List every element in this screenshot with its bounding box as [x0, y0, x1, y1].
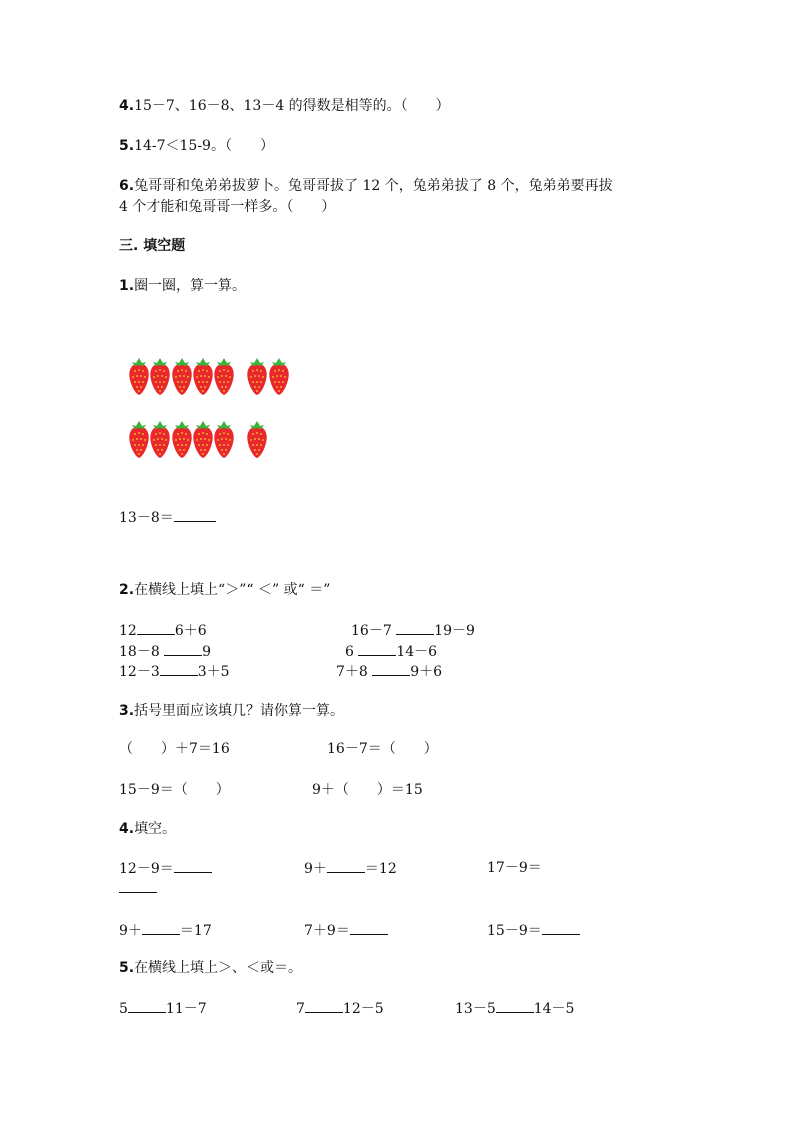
expr: 9 — [202, 644, 212, 660]
answer-blank[interactable] — [372, 661, 410, 676]
section-title: 三. 填空题 — [119, 238, 186, 254]
answer-blank[interactable] — [496, 998, 534, 1013]
strawberry-icon[interactable] — [213, 356, 235, 396]
expr: 3＋5 — [197, 664, 230, 680]
expr: 7＋9＝ — [304, 923, 350, 939]
q-number: 4. — [119, 821, 135, 837]
equation-text: 13－8＝ — [119, 510, 174, 526]
strawberry-icon[interactable] — [171, 419, 193, 459]
expr: 12 — [119, 623, 137, 639]
expr: 12－9＝ — [119, 861, 174, 877]
fill4-prompt — [119, 819, 176, 839]
fill5-c — [455, 998, 574, 1019]
q-number: 2. — [119, 582, 135, 598]
fill3-r2b: 9＋（ ）＝15 — [312, 782, 423, 798]
q-number: 1. — [119, 278, 135, 294]
strawberry-icon[interactable] — [171, 356, 193, 396]
fill1-prompt — [119, 276, 246, 296]
expr: 12－3 — [119, 664, 160, 680]
fill3-r1a: （ ）＋7＝16 — [119, 741, 230, 757]
expr: 13－5 — [455, 1001, 496, 1017]
answer-blank[interactable] — [119, 878, 157, 893]
judge-q4 — [119, 96, 450, 116]
judge-q6-line1 — [119, 176, 613, 196]
fill5-a — [119, 998, 207, 1019]
fill4-a2 — [119, 920, 212, 941]
fill2-row1-right — [351, 620, 475, 641]
strawberry-icon[interactable] — [192, 356, 214, 396]
expr: ＝17 — [179, 923, 212, 939]
q-number: 4. — [119, 98, 135, 114]
fill3-prompt — [119, 701, 344, 721]
fill2-row1-left — [119, 620, 207, 641]
fill3-r1b: 16－7＝（ ） — [327, 741, 438, 757]
judge-q6-line2: 4 个才能和兔哥哥一样多。（ ） — [119, 199, 336, 215]
q-number: 5. — [119, 960, 135, 976]
expr: 14－5 — [533, 1001, 575, 1017]
strawberry-icon[interactable] — [246, 419, 268, 459]
fill2-prompt — [119, 580, 330, 600]
q-text: 15－7、16－8、13－4 的得数是相等的。（ ） — [134, 98, 450, 114]
expr: 7＋8 — [336, 664, 373, 680]
fill4-c1: 17－9＝ — [487, 860, 542, 876]
judge-q5 — [119, 136, 274, 156]
strawberry-icon[interactable] — [128, 356, 150, 396]
answer-blank[interactable] — [174, 858, 212, 873]
answer-blank[interactable] — [358, 641, 396, 656]
answer-blank[interactable] — [542, 920, 580, 935]
q-text: 兔哥哥和兔弟弟拔萝卜。兔哥哥拔了 12 个，兔弟弟拔了 8 个，兔弟弟要再拔 — [134, 178, 613, 194]
fill4-b1 — [304, 858, 397, 879]
answer-blank[interactable] — [128, 998, 166, 1013]
strawberry-icon[interactable] — [149, 419, 171, 459]
expr: 14－6 — [396, 644, 438, 660]
q-number: 3. — [119, 703, 135, 719]
fill3-r2a: 15－9＝（ ） — [119, 782, 230, 798]
expr: 6＋6 — [174, 623, 207, 639]
answer-blank[interactable] — [327, 858, 365, 873]
answer-blank[interactable] — [305, 998, 343, 1013]
expr: 19－9 — [434, 623, 475, 639]
strawberry-icon[interactable] — [246, 356, 268, 396]
expr: ＝12 — [364, 861, 397, 877]
expr: 7 — [296, 1001, 305, 1017]
answer-blank[interactable] — [350, 920, 388, 935]
q-text: 在横线上填上＞、＜或＝。 — [134, 960, 303, 976]
expr: 9＋ — [304, 861, 327, 877]
strawberry-icon[interactable] — [128, 419, 150, 459]
answer-blank[interactable] — [142, 920, 180, 935]
fill5-b — [296, 998, 384, 1019]
q-text: 圈一圈，算一算。 — [134, 278, 247, 294]
strawberry-icon[interactable] — [149, 356, 171, 396]
q-text: 14-7＜15-9。（ ） — [134, 138, 274, 154]
answer-blank[interactable] — [174, 507, 216, 522]
fill2-row3-right — [336, 661, 442, 682]
answer-blank[interactable] — [160, 661, 198, 676]
expr: 6 — [345, 644, 359, 660]
fill1-equation — [119, 507, 216, 528]
expr: 9＋ — [119, 923, 142, 939]
answer-blank[interactable] — [396, 620, 434, 635]
q-number: 5. — [119, 138, 135, 154]
strawberry-icon[interactable] — [213, 419, 235, 459]
strawberry-icon[interactable] — [268, 356, 290, 396]
expr: 15－9＝ — [487, 923, 542, 939]
answer-blank[interactable] — [164, 641, 202, 656]
fill5-prompt — [119, 958, 302, 978]
fill2-row3-left — [119, 661, 230, 682]
expr: 9＋6 — [410, 664, 443, 680]
fill4-b2 — [304, 920, 388, 941]
fill2-row2-left — [119, 641, 211, 662]
expr: 12－5 — [342, 1001, 384, 1017]
fill4-a1 — [119, 858, 212, 879]
fill4-c2 — [487, 920, 580, 941]
strawberry-icon[interactable] — [192, 419, 214, 459]
q-text: 填空。 — [134, 821, 177, 837]
expr: 5 — [119, 1001, 128, 1017]
fill2-row2-right — [345, 641, 437, 662]
q-text: 在横线上填上“＞”“ ＜” 或“ ＝” — [134, 582, 331, 598]
expr: 18－8 — [119, 644, 165, 660]
expr: 11－7 — [165, 1001, 207, 1017]
q-number: 6. — [119, 178, 135, 194]
q-text: 括号里面应该填几？请你算一算。 — [134, 703, 345, 719]
answer-blank[interactable] — [137, 620, 175, 635]
fill4-c1-blank-line — [119, 878, 157, 899]
expr: 16－7 — [351, 623, 397, 639]
